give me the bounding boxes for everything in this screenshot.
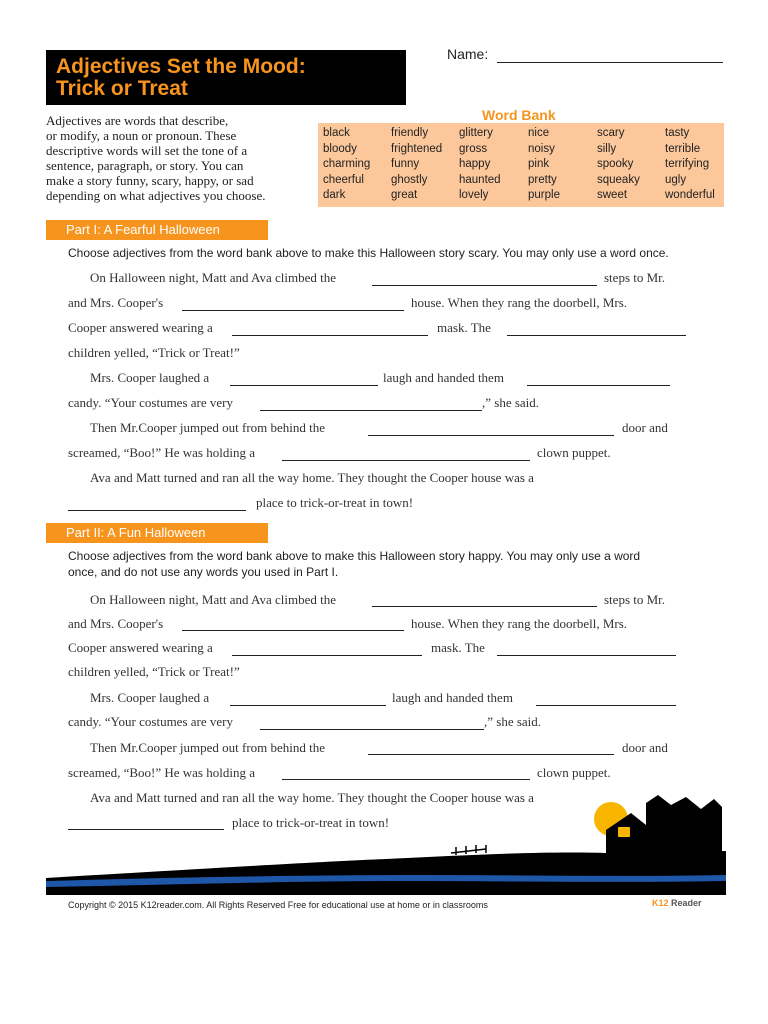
word-bank-word: ghostly	[391, 174, 428, 186]
story-text: clown puppet.	[537, 445, 611, 460]
logo-text: Reader	[671, 898, 702, 908]
story-text: mask. The	[431, 640, 485, 655]
answer-blank[interactable]	[182, 630, 404, 631]
intro-line: depending on what adjectives you choose.	[46, 188, 266, 203]
word-bank-word: great	[391, 189, 418, 201]
answer-blank[interactable]	[230, 385, 378, 386]
copyright-text: Copyright © 2015 K12reader.com. All Rights Reserved Free for educational use at home or in classrooms	[68, 900, 488, 910]
word-bank-word: glittery	[459, 127, 493, 139]
word-bank-word: gross	[459, 143, 488, 155]
fence	[451, 845, 486, 855]
word-bank-word: terrifying	[665, 158, 710, 170]
story-text: Cooper answered wearing a	[68, 640, 213, 655]
part1-heading: Part I: A Fearful Halloween	[66, 222, 220, 237]
name-label: Name:	[447, 46, 489, 62]
story-text: laugh and handed them	[383, 370, 504, 385]
part1-heading-tab	[46, 220, 268, 240]
story-text: On Halloween night, Matt and Ava climbed the	[90, 592, 336, 607]
word-bank-word: squeaky	[597, 174, 640, 186]
answer-blank[interactable]	[497, 655, 676, 656]
word-bank-word: nice	[528, 127, 550, 139]
story-text: clown puppet.	[537, 765, 611, 780]
story-text: children yelled, “Trick or Treat!”	[68, 664, 240, 679]
story-text: screamed, “Boo!” He was holding a	[68, 445, 255, 460]
story-text: On Halloween night, Matt and Ava climbed the	[90, 270, 336, 285]
answer-blank[interactable]	[182, 310, 404, 311]
story-text: Ava and Matt turned and ran all the way home. They thought the Cooper house was a	[90, 470, 534, 485]
intro-line: sentence, paragraph, or story. You can	[46, 158, 244, 173]
word-bank-word: dark	[323, 189, 346, 201]
word-bank-word: wonderful	[665, 189, 715, 201]
story-text: screamed, “Boo!” He was holding a	[68, 765, 255, 780]
word-bank-word: charming	[323, 158, 371, 170]
word-bank-word: noisy	[528, 143, 555, 155]
story-text: Then Mr.Cooper jumped out from behind the	[90, 420, 326, 435]
answer-blank[interactable]	[527, 385, 670, 386]
story-text: Ava and Matt turned and ran all the way home. They thought the Cooper house was a	[90, 790, 534, 805]
intro-line: descriptive words will set the tone of a	[46, 143, 248, 158]
word-bank-word: pretty	[528, 174, 557, 186]
word-bank-word: purple	[528, 189, 560, 201]
story-text: door and	[622, 740, 668, 755]
story-text: ,” she said.	[484, 714, 542, 729]
answer-blank[interactable]	[282, 460, 530, 461]
word-bank-word: funny	[391, 158, 420, 170]
page-title-line2: Trick or Treat	[56, 77, 188, 100]
story-text: laugh and handed them	[392, 690, 513, 705]
story-text: candy. “Your costumes are very	[68, 714, 233, 729]
name-blank[interactable]	[497, 62, 723, 63]
answer-blank[interactable]	[372, 285, 597, 286]
story-text: place to trick-or-treat in town!	[256, 495, 414, 510]
answer-blank[interactable]	[232, 335, 428, 336]
word-bank-word: happy	[459, 158, 491, 170]
word-bank	[318, 123, 724, 207]
story-text: house. When they rang the doorbell, Mrs.	[411, 616, 628, 631]
answer-blank[interactable]	[372, 606, 597, 607]
story-text: steps to Mr.	[604, 270, 666, 285]
word-bank-word: scary	[597, 127, 625, 139]
answer-blank[interactable]	[260, 729, 484, 730]
story-text: house. When they rang the doorbell, Mrs.	[411, 295, 628, 310]
word-bank-word: silly	[597, 143, 617, 155]
story-text: candy. “Your costumes are very	[68, 395, 233, 410]
story-text: mask. The	[437, 320, 491, 335]
hill-silhouette	[46, 851, 726, 895]
answer-blank[interactable]	[507, 335, 686, 336]
answer-blank[interactable]	[68, 510, 246, 511]
word-bank-word: terrible	[665, 143, 701, 155]
answer-blank[interactable]	[368, 754, 614, 755]
story-text: Then Mr.Cooper jumped out from behind the	[90, 740, 326, 755]
word-bank-title: Word Bank	[482, 107, 556, 123]
story-text: and Mrs. Cooper's	[68, 616, 164, 631]
word-bank-word: frightened	[391, 143, 443, 155]
intro-line: or modify, a noun or pronoun. These	[46, 128, 237, 143]
story-text: steps to Mr.	[604, 592, 666, 607]
story-text: Mrs. Cooper laughed a	[90, 370, 210, 385]
word-bank-word: sweet	[597, 189, 628, 201]
word-bank-word: spooky	[597, 158, 634, 170]
story-text: place to trick-or-treat in town!	[232, 815, 390, 830]
word-bank-word: bloody	[323, 143, 357, 155]
word-bank-word: haunted	[459, 174, 501, 186]
word-bank-word: black	[323, 127, 350, 139]
intro-line: make a story funny, scary, happy, or sad	[46, 173, 254, 188]
story-text: children yelled, “Trick or Treat!”	[68, 345, 240, 360]
part2-heading: Part II: A Fun Halloween	[66, 525, 206, 540]
answer-blank[interactable]	[260, 410, 482, 411]
part2-instructions: Choose adjectives from the word bank above to make this Halloween story happy. You may only use a word	[68, 549, 641, 563]
word-bank-word: friendly	[391, 127, 429, 139]
part2-heading-tab	[46, 523, 268, 543]
word-bank-word: ugly	[665, 174, 687, 186]
story-text: door and	[622, 420, 668, 435]
story-text: and Mrs. Cooper's	[68, 295, 164, 310]
answer-blank[interactable]	[230, 705, 386, 706]
word-bank-word: cheerful	[323, 174, 364, 186]
page-title-line1: Adjectives Set the Mood:	[56, 55, 306, 78]
intro-line: Adjectives are words that describe,	[46, 113, 229, 128]
part1-instructions: Choose adjectives from the word bank above to make this Halloween story scary. You may only use a word once.	[68, 246, 669, 260]
word-bank-word: lovely	[459, 189, 489, 201]
answer-blank[interactable]	[536, 705, 676, 706]
story-text: Mrs. Cooper laughed a	[90, 690, 210, 705]
word-bank-word: pink	[528, 158, 550, 170]
story-text: ,” she said.	[482, 395, 540, 410]
answer-blank[interactable]	[368, 435, 614, 436]
k12reader-logo	[652, 898, 702, 908]
haunted-house-illustration	[46, 775, 726, 895]
story-text: Cooper answered wearing a	[68, 320, 213, 335]
logo-mark: K12	[652, 898, 669, 908]
house-window	[618, 827, 630, 837]
title-banner	[46, 50, 406, 105]
word-bank-word: tasty	[665, 127, 690, 139]
answer-blank[interactable]	[232, 655, 422, 656]
part2-instructions: once, and do not use any words you used in Part I.	[68, 565, 339, 579]
